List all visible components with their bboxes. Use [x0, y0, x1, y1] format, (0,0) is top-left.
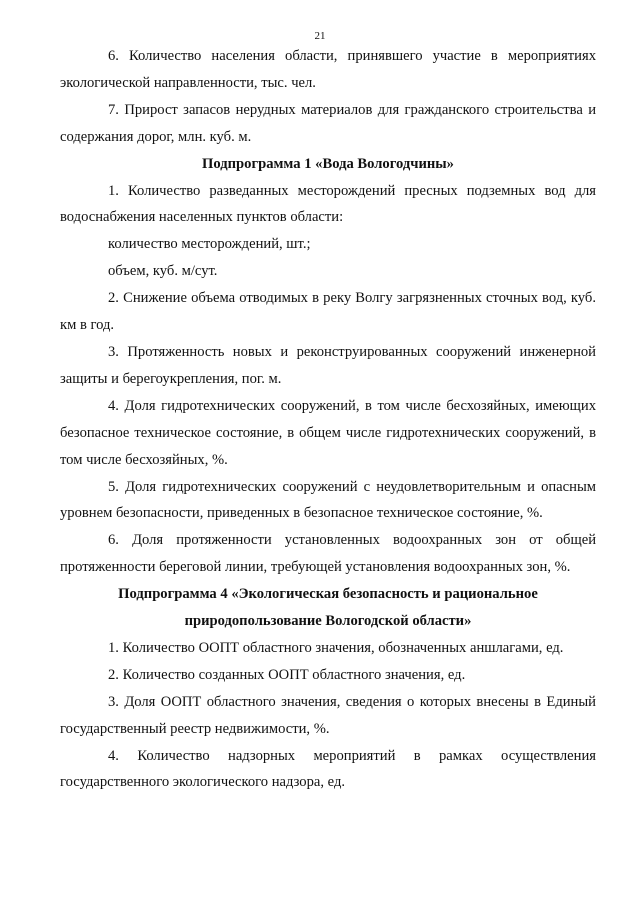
subprogram-4-heading: Подпрограмма 4 «Экологическая безопасность и рациональное природопользование Вологодской области» — [118, 586, 538, 630]
page-number: 21 — [314, 30, 326, 42]
subprogram-1-item-1: 1. Количество разведанных месторождений пресных подземных вод для водоснабжения населенных пунктов области: — [60, 182, 596, 226]
subprogram-1-item-1-count: количество месторождений, шт.; — [108, 236, 311, 253]
subprogram-4-item-1: 1. Количество ООПТ областного значения, обозначенных аншлагами, ед. — [108, 639, 564, 656]
subprogram-1-item-1-volume: объем, куб. м/сут. — [108, 263, 218, 280]
document-body — [60, 43, 596, 796]
subprogram-4-item-3: 3. Доля ООПТ областного значения, сведения о которых внесены в Единый государственный реестр недвижимости, %. — [60, 693, 596, 737]
subprogram-1-item-6: 6. Доля протяженности установленных водоохранных зон от общей протяженности береговой линии, требующей установления водоохранных зон, %. — [60, 532, 596, 576]
paragraph-indicator-7: 7. Прирост запасов нерудных материалов для гражданского строительства и содержания дорог, млн. куб. м. — [60, 101, 596, 145]
subprogram-4-item-4: 4. Количество надзорных мероприятий в рамках осуществления государственного экологического надзора, ед. — [60, 747, 596, 791]
subprogram-1-item-4: 4. Доля гидротехнических сооружений, в том числе бесхозяйных, имеющих безопасное техническое состояние, в общем числе гидротехнических сооружений, в том числе бесхозяйных, %. — [60, 397, 596, 468]
subprogram-1-item-3: 3. Протяженность новых и реконструированных сооружений инженерной защиты и берегоукрепления, пог. м. — [60, 343, 596, 387]
paragraph-indicator-6: 6. Количество населения области, принявшего участие в мероприятиях экологической направленности, тыс. чел. — [60, 48, 596, 91]
subprogram-1-item-5: 5. Доля гидротехнических сооружений с неудовлетворительным и опасным уровнем безопасности, приведенных в безопасное техническое состояние, %. — [60, 478, 596, 522]
subprogram-4-item-2: 2. Количество созданных ООПТ областного значения, ед. — [108, 666, 466, 683]
subprogram-1-item-2: 2. Снижение объема отводимых в реку Волгу загрязненных сточных вод, куб. км в год. — [60, 290, 596, 334]
subprogram-1-heading: Подпрограмма 1 «Вода Вологодчины» — [202, 155, 454, 172]
